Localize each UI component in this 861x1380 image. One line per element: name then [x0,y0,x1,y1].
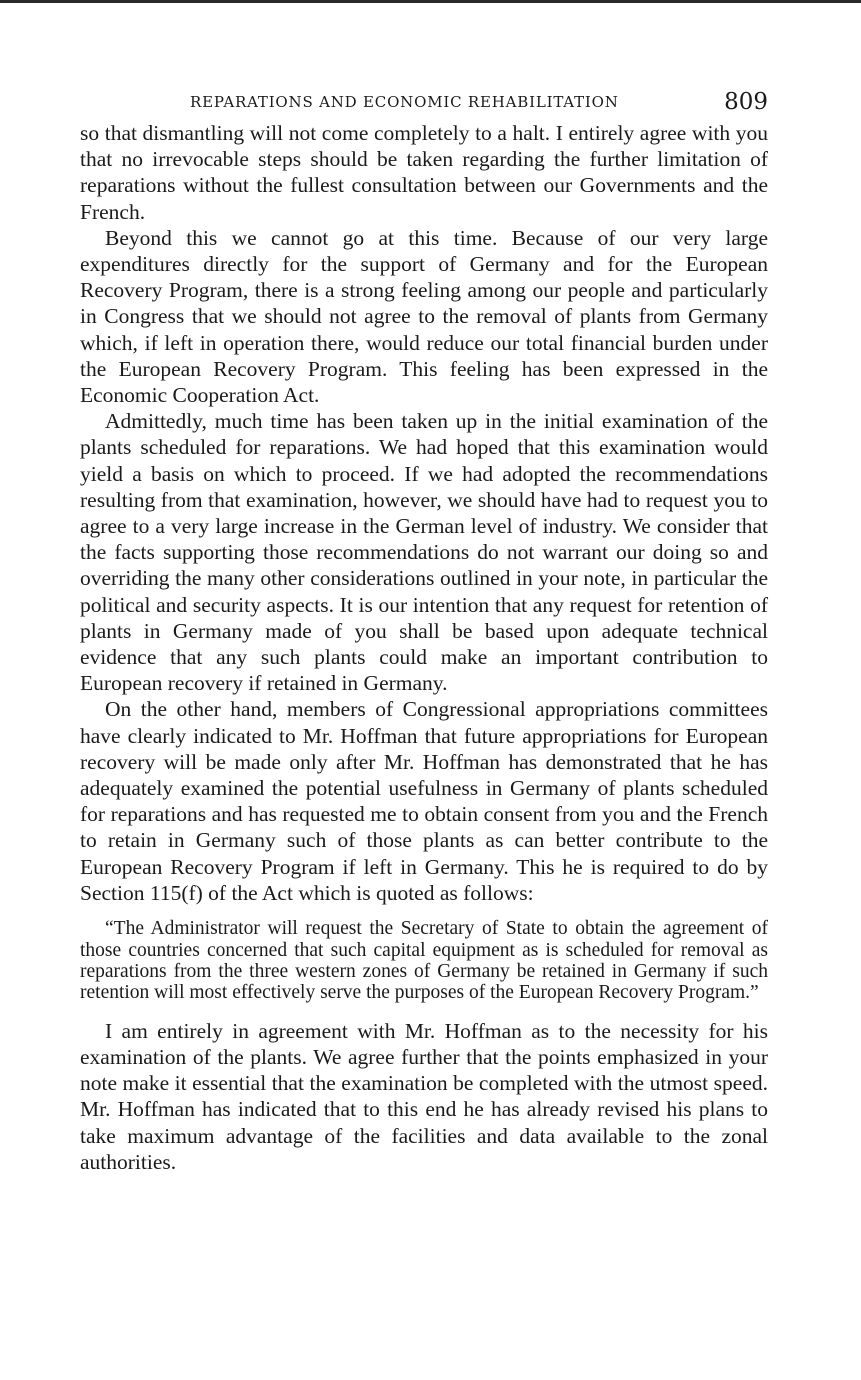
document-page [80,84,768,1175]
paragraph-closing: I am entirely in agreement with Mr. Hoffman as to the necessity for his examination of the plants. We agree further that the points emphasized in your note make it essential that the examination be completed with the utmost speed. Mr. Hoffman has indicated that to this end he has already revised his plans to take maximum advantage of the facilities and data available to the zonal authorities. [80,1018,768,1174]
running-header [80,84,768,120]
page-number: 809 [724,89,768,115]
running-title: REPARATIONS AND ECONOMIC REHABILITATION [190,93,619,111]
block-quotation: “The Administrator will request the Secretary of State to obtain the agreement of those countries concerned that such capital equipment as is scheduled for removal as reparations from the three western zones of Germany be retained in Germany if such retention will most effectively serve the purposes of the European Recovery Program.” [80,918,768,1004]
paragraph-continuation: so that dismantling will not come completely to a halt. I entirely agree with you that no irrevocable steps should be taken regarding the further limitation of reparations without the fullest consultation between our Governments and the French. [80,121,768,224]
paragraph-beyond: Beyond this we cannot go at this time. Because of our very large expenditures directly for the support of Germany and for the European Recovery Program, there is a strong feeling among our people and particularly in Congress that we should not agree to the removal of plants from Germany which, if left in operation there, would reduce our total financial burden under the European Recovery Program. This feeling has been expressed in the Economic Cooperation Act. [80,225,768,408]
body-text [80,120,768,1175]
paragraph-admittedly: Admittedly, much time has been taken up in the initial examination of the plants scheduled for reparations. We had hoped that this examination would yield a basis on which to proceed. If we had adopted the recommendations resulting from that examination, however, we should have had to request you to agree to a very large increase in the German level of industry. We consider that the facts supporting those recommendations do not warrant our doing so and overriding the many other considerations outlined in your note, in particular the political and security aspects. It is our intention that any request for retention of plants in Germany made of you shall be based upon adequate technical evidence that any such plants could make an important contribution to European recovery if retained in Germany. [80,409,768,696]
paragraph-other-hand: On the other hand, members of Congressional appropriations committees have clearly indicated to Mr. Hoffman that future appropriations for European recovery will be made only after Mr. Hoffman has demonstrated that he has adequately examined the potential usefulness in Germany of plants scheduled for reparations and has requested me to obtain consent from you and the French to retain in Germany such of those plants as can better contribute to the European Recovery Program if left in Germany. This he is required to do by Section 115(f) of the Act which is quoted as follows: [80,697,768,905]
top-border-rule [0,0,861,3]
